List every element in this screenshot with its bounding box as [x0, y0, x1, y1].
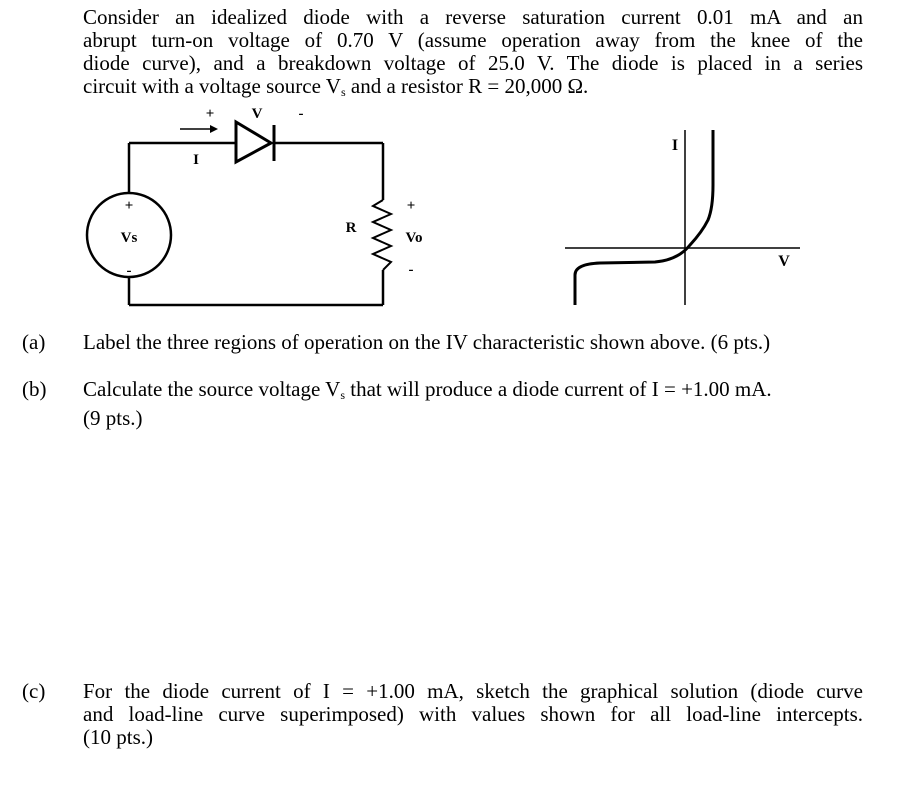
question-c-line-2: and load-line curve superimposed) with values shown for all load-line intercepts.: [83, 702, 863, 726]
question-b-line-1-text-a: Calculate the source voltage V: [83, 377, 341, 401]
diode-triangle: [236, 122, 271, 162]
question-c-line-3: (10 pts.): [83, 725, 153, 749]
output-voltage-label: Vo: [405, 230, 423, 246]
question-b-line-1: [83, 378, 863, 407]
source-label: Vs: [120, 230, 138, 246]
resistor-label: R: [345, 220, 357, 236]
intro-line-1: Consider an idealized diode with a reverse saturation current 0.01 mA and an: [83, 5, 863, 29]
output-minus-sign: -: [408, 262, 414, 278]
question-c-line-1: For the diode current of I = +1.00 mA, sketch the graphical solution (diode curve: [83, 679, 863, 703]
source-minus-sign: -: [126, 263, 132, 279]
resistor-symbol: [373, 200, 391, 270]
question-b-line-2: (9 pts.): [83, 406, 143, 430]
iv-y-axis-label: I: [671, 137, 679, 154]
diode-minus-sign: -: [298, 106, 304, 122]
diode-plus-sign: +: [205, 106, 215, 122]
question-b-text: [83, 378, 863, 430]
current-label: I: [193, 152, 199, 168]
intro-line-2: abrupt turn-on voltage of 0.70 V (assume operation away from the knee of the: [83, 28, 863, 52]
diode-symbol: [236, 122, 274, 162]
question-b-label: (b): [22, 377, 47, 401]
question-a-text: [83, 331, 863, 354]
diode-voltage-label: V: [251, 106, 263, 122]
iv-characteristic-plot: [565, 130, 800, 305]
iv-x-axis-label: V: [778, 253, 790, 270]
intro-line-4-text-a: circuit with a voltage source V: [83, 74, 341, 98]
output-plus-sign: +: [406, 198, 416, 214]
question-c-label: (c): [22, 679, 46, 703]
source-plus-sign: +: [124, 198, 134, 214]
question-b-line-1-text-b: that will produce a diode current of I = +1.00 mA.: [345, 377, 772, 401]
question-a-label: (a): [22, 330, 46, 354]
intro-line-4-subscript: s: [340, 85, 346, 99]
question-b-subscript: s: [340, 388, 346, 402]
question-c-text: [83, 680, 863, 749]
question-a-line-1: Label the three regions of operation on the IV characteristic shown above. (6 pts.): [83, 330, 771, 354]
intro-line-3: diode curve), and a breakdown voltage of 25.0 V. The diode is placed in a series: [83, 51, 863, 75]
figure-area: [0, 0, 910, 320]
iv-curve: [575, 130, 713, 305]
intro-line-4-text-b: and a resistor R = 20,000 Ω.: [345, 74, 589, 98]
current-arrow-icon: [180, 125, 218, 133]
